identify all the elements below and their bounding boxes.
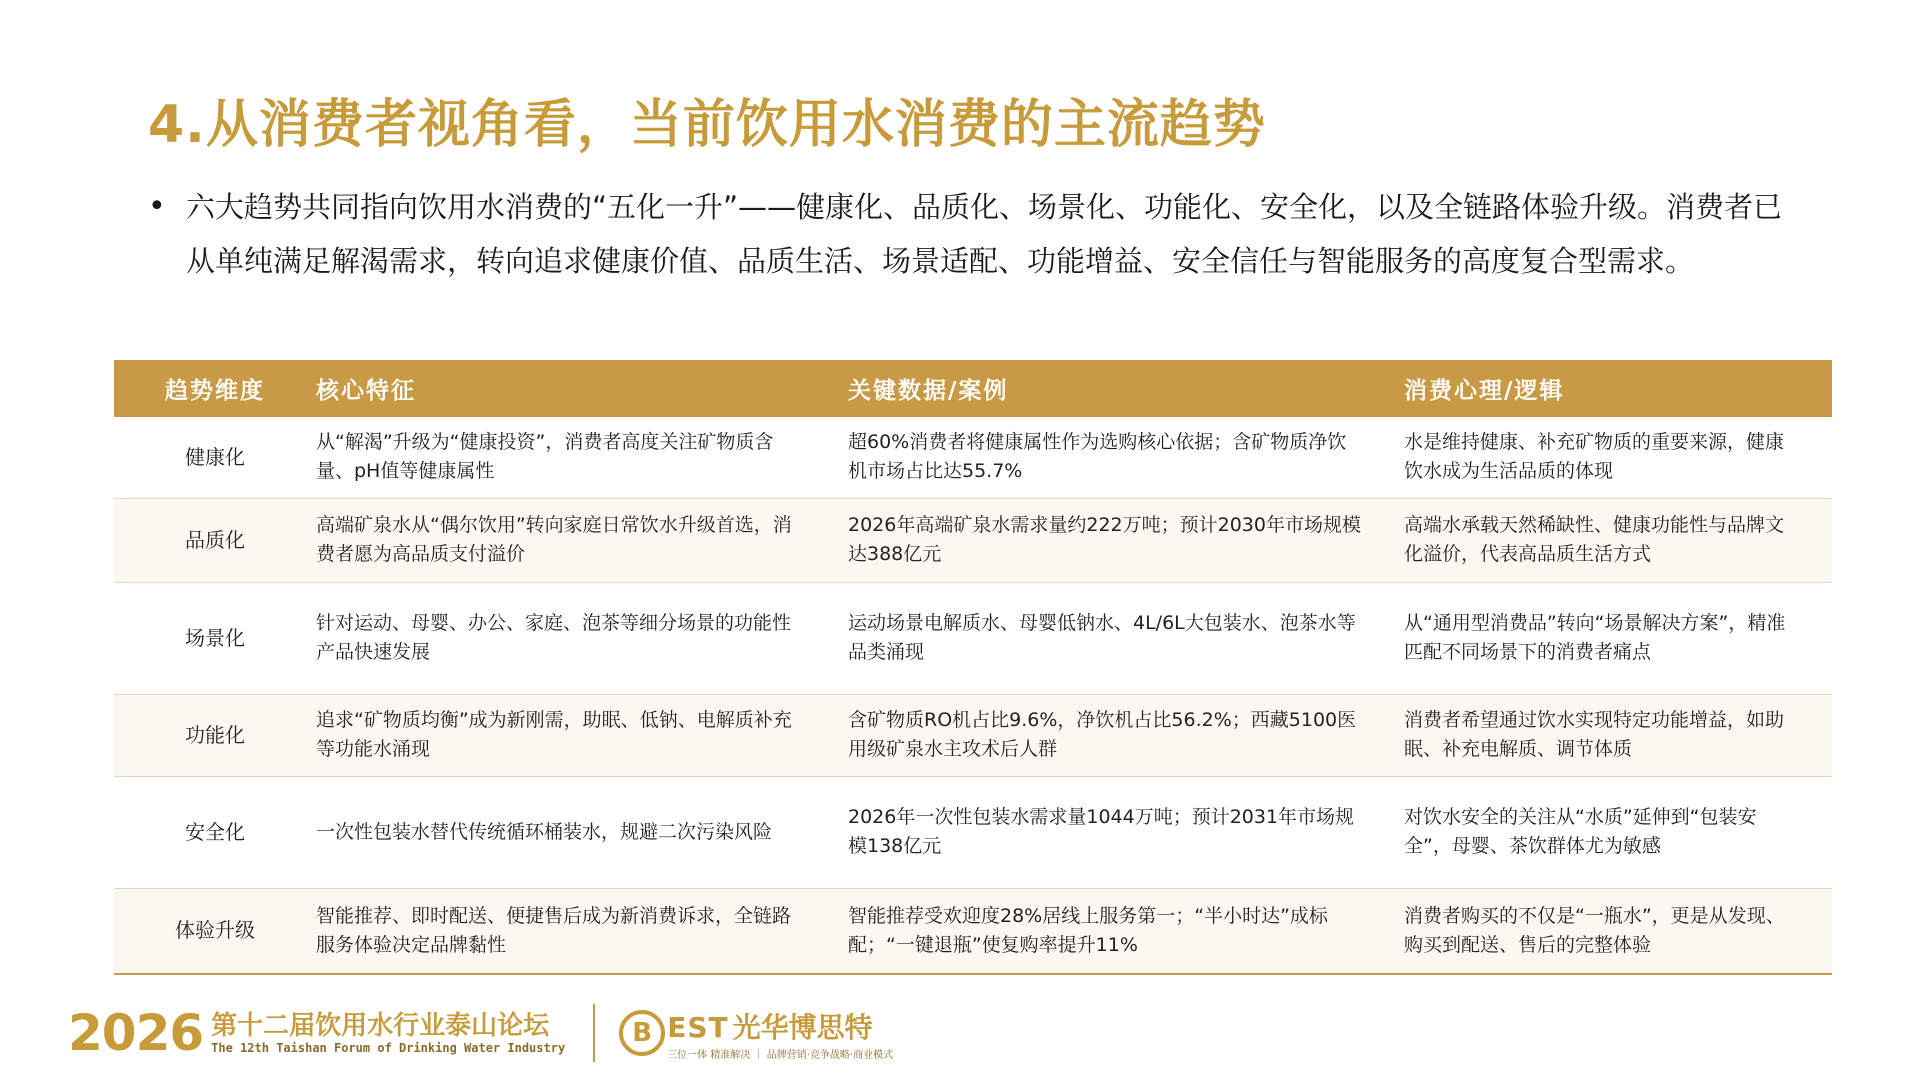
brand-row [667, 1006, 893, 1046]
core-feature-cell [316, 498, 848, 582]
trend-dimension-cell: 体验升级 [114, 888, 316, 974]
cell-text: 针对运动、母婴、办公、家庭、泡茶等细分场景的功能性产品快速发展 [316, 612, 792, 663]
key-data-cell [848, 776, 1404, 888]
brand-logo-icon: B [619, 1010, 665, 1056]
consumer-logic-cell [1404, 582, 1832, 694]
key-data-cell [848, 694, 1404, 776]
trend-dimension-cell: 场景化 [114, 582, 316, 694]
forum-name-en: The 12th Taishan Forum of Drinking Water Industry [211, 1041, 566, 1055]
core-feature-cell [316, 694, 848, 776]
forum-name-cn: 第十二届饮用水行业泰山论坛 [211, 1011, 550, 1041]
bullet-marker: • [148, 189, 166, 224]
consumer-logic-cell [1404, 417, 1832, 498]
cell-text: 从“通用型消费品”转向“场景解决方案”，精准匹配不同场景下的消费者痛点 [1404, 612, 1786, 663]
brand-name-en: EST [667, 1010, 729, 1044]
table-row [114, 498, 1832, 582]
header-core-feature: 核心特征 [316, 360, 848, 417]
cell-text: 消费者购买的不仅是“一瓶水”，更是从发现、购买到配送、售后的完整体验 [1404, 904, 1785, 956]
core-feature-cell [316, 582, 848, 694]
core-feature-cell [316, 776, 848, 888]
consumer-logic-cell [1404, 888, 1832, 974]
cell-text: 水是维持健康、补充矿物质的重要来源，健康饮水成为生活品质的体现 [1404, 431, 1785, 483]
intro-text: 六大趋势共同指向饮用水消费的“五化一升”——健康化、品质化、场景化、功能化、安全化，以及全链路体验升级。消费者已从单纯满足解渴需求，转向追求健康价值、品质生活、场景适配、功能增益、安全信任与智能服务的高度复合型需求。 [186, 190, 1783, 278]
footer-divider [593, 1004, 595, 1062]
core-feature-cell [316, 888, 848, 974]
consumer-logic-cell [1404, 694, 1832, 776]
key-data-cell [848, 888, 1404, 974]
trend-dimension-cell: 健康化 [114, 417, 316, 498]
table-header-row [114, 360, 1832, 417]
brand-block [667, 1006, 893, 1061]
cell-text: 智能推荐受欢迎度28%居线上服务第一；“半小时达”成标配；“一键退瓶”使复购率提升11% [848, 904, 1328, 956]
cell-text: 一次性包装水替代传统循环桶装水，规避二次污染风险 [316, 820, 773, 843]
header-trend-dimension: 趋势维度 [114, 360, 316, 417]
cell-text: 智能推荐、即时配送、便捷售后成为新消费诉求，全链路服务体验决定品牌黏性 [316, 904, 792, 956]
core-feature-cell [316, 417, 848, 498]
cell-text: 2026年高端矿泉水需求量约222万吨；预计2030年市场规模达388亿元 [848, 514, 1361, 565]
trend-table [114, 360, 1832, 975]
cell-text: 超60%消费者将健康属性作为选购核心依据；含矿物质净饮机市场占比达55.7% [848, 431, 1347, 483]
consumer-logic-cell [1404, 498, 1832, 582]
trend-dimension-cell: 安全化 [114, 776, 316, 888]
key-data-cell [848, 417, 1404, 498]
cell-text: 消费者希望通过饮水实现特定功能增益，如助眠、补充电解质、调节体质 [1404, 709, 1785, 760]
intro-paragraph [148, 180, 1788, 288]
cell-text: 从“解渴”升级为“健康投资”，消费者高度关注矿物质含量、pH值等健康属性 [316, 431, 774, 483]
header-key-data: 关键数据/案例 [848, 360, 1404, 417]
table-row [114, 694, 1832, 776]
forum-year: 2026 [68, 1004, 204, 1062]
consumer-logic-cell [1404, 776, 1832, 888]
cell-text: 高端水承载天然稀缺性、健康功能性与品牌文化溢价，代表高品质生活方式 [1404, 514, 1785, 565]
footer-branding [68, 1002, 893, 1064]
cell-text: 高端矿泉水从“偶尔饮用”转向家庭日常饮水升级首选，消费者愿为高品质支付溢价 [316, 514, 792, 565]
table-row [114, 417, 1832, 498]
brand-slogan: 三位一体 精准解决 ｜ 品牌营销·竞争战略·商业模式 [667, 1049, 894, 1061]
table-row [114, 582, 1832, 694]
cell-text: 运动场景电解质水、母婴低钠水、4L/6L大包装水、泡茶水等品类涌现 [848, 612, 1356, 663]
table-row [114, 888, 1832, 974]
key-data-cell [848, 582, 1404, 694]
cell-text: 追求“矿物质均衡”成为新刚需，助眠、低钠、电解质补充等功能水涌现 [316, 709, 792, 760]
forum-name-block [211, 1011, 565, 1055]
cell-text: 对饮水安全的关注从“水质”延伸到“包装安全”，母婴、茶饮群体尤为敏感 [1404, 806, 1757, 857]
trend-dimension-cell: 品质化 [114, 498, 316, 582]
brand-name-cn: 光华博思特 [732, 1010, 873, 1044]
table-row [114, 776, 1832, 888]
cell-text: 含矿物质RO机占比9.6%，净饮机占比56.2%；西藏5100医用级矿泉水主攻术后人群 [848, 709, 1357, 760]
key-data-cell [848, 498, 1404, 582]
slide-title: 4.从消费者视角看，当前饮用水消费的主流趋势 [148, 95, 1266, 155]
trend-dimension-cell: 功能化 [114, 694, 316, 776]
cell-text: 2026年一次性包装水需求量1044万吨；预计2031年市场规模138亿元 [848, 806, 1355, 857]
header-consumer-logic: 消费心理/逻辑 [1404, 360, 1832, 417]
